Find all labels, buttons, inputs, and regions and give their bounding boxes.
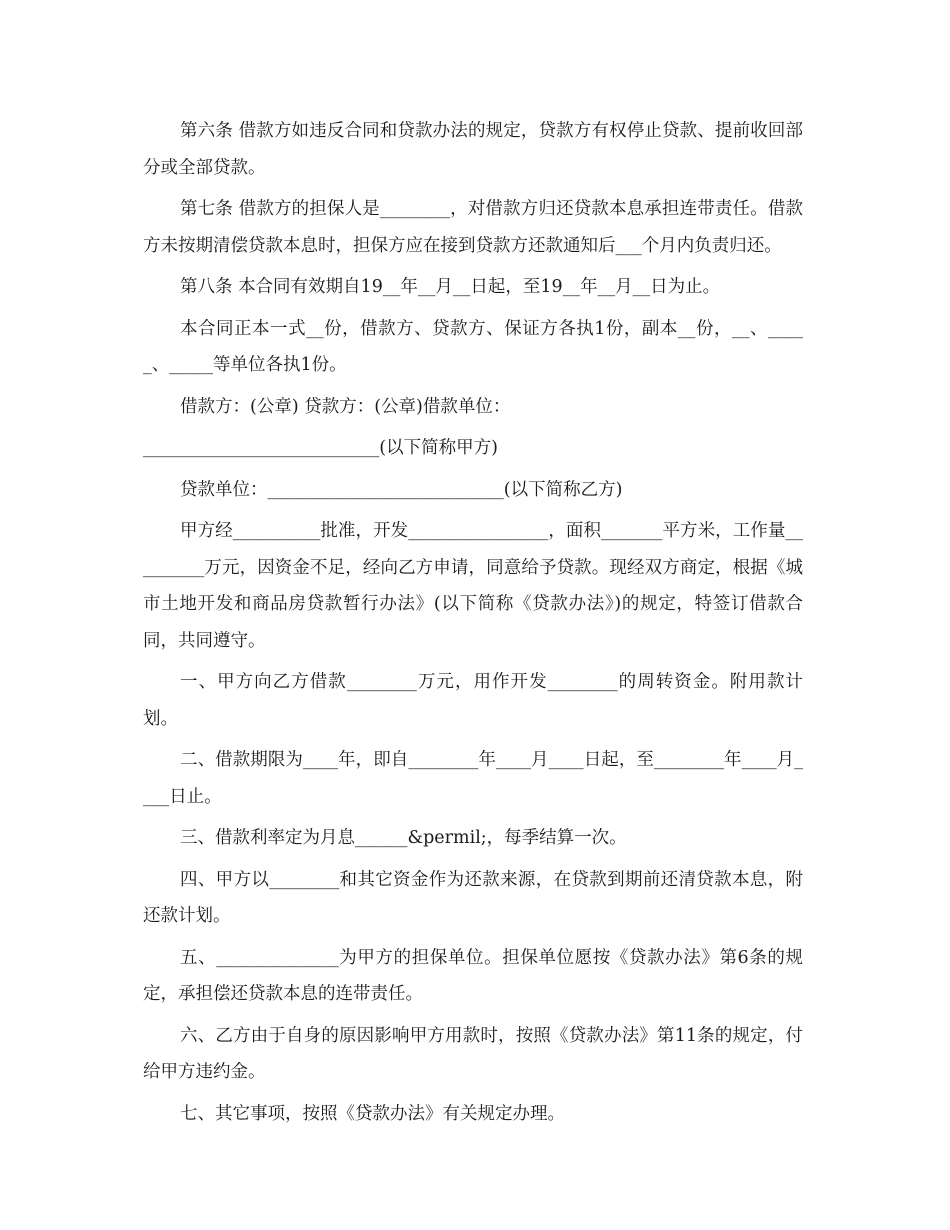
clause-8: 第八条 本合同有效期自19__年__月__日起，至19__年__月__日为止。: [180, 277, 721, 297]
preamble: 甲方经__________批准，开发________________，面积_______平方米，工作量_________万元，因资金不足，经向乙方申请，同意给予贷款。现经双方商定，根据《城市土地开发和商品房贷款暂行办法》(以下简称《贷款办法》)的规定，特签订借款合同，共同遵守。: [143, 521, 803, 651]
article-5: 五、______________为甲方的担保单位。担保单位愿按《贷款办法》第6条的规定，承担偿还贷款本息的连带责任。: [143, 947, 803, 1004]
borrower-unit-line: ___________________________(以下简称甲方): [143, 438, 498, 458]
article-4: 四、甲方以________和其它资金作为还款来源，在贷款到期前还清贷款本息，附还款计划。: [143, 869, 803, 926]
article-2: 二、借款期限为____年，即自________年____月____日起，至________年____月____日止。: [143, 750, 803, 807]
article-3: 三、借款利率定为月息______&permil;，每季结算一次。: [180, 828, 627, 848]
copies-clause: 本合同正本一式__份，借款方、贷款方、保证方各执1份，副本__份，__、_____、_____等单位各执1份。: [143, 318, 803, 375]
clause-7: 第七条 借款方的担保人是________，对借款方归还贷款本息承担连带责任。借款方未按期清偿贷款本息时，担保方应在接到贷款方还款通知后___个月内负责归还。: [143, 199, 803, 256]
document-body: [143, 113, 803, 1137]
article-1: 一、甲方向乙方借款________万元，用作开发________的周转资金。附用款计划。: [143, 672, 803, 729]
signature-line: 借款方：(公章) 贷款方：(公章)借款单位：: [180, 396, 511, 417]
lender-unit-line: 贷款单位：___________________________(以下简称乙方): [180, 479, 623, 500]
article-6: 六、乙方由于自身的原因影响甲方用款时，按照《贷款办法》第11条的规定，付给甲方违约金。: [143, 1025, 803, 1082]
article-7: 七、其它事项，按照《贷款办法》有关规定办理。: [180, 1103, 565, 1124]
clause-6: 第六条 借款方如违反合同和贷款办法的规定，贷款方有权停止贷款、提前收回部分或全部贷款。: [143, 121, 803, 178]
